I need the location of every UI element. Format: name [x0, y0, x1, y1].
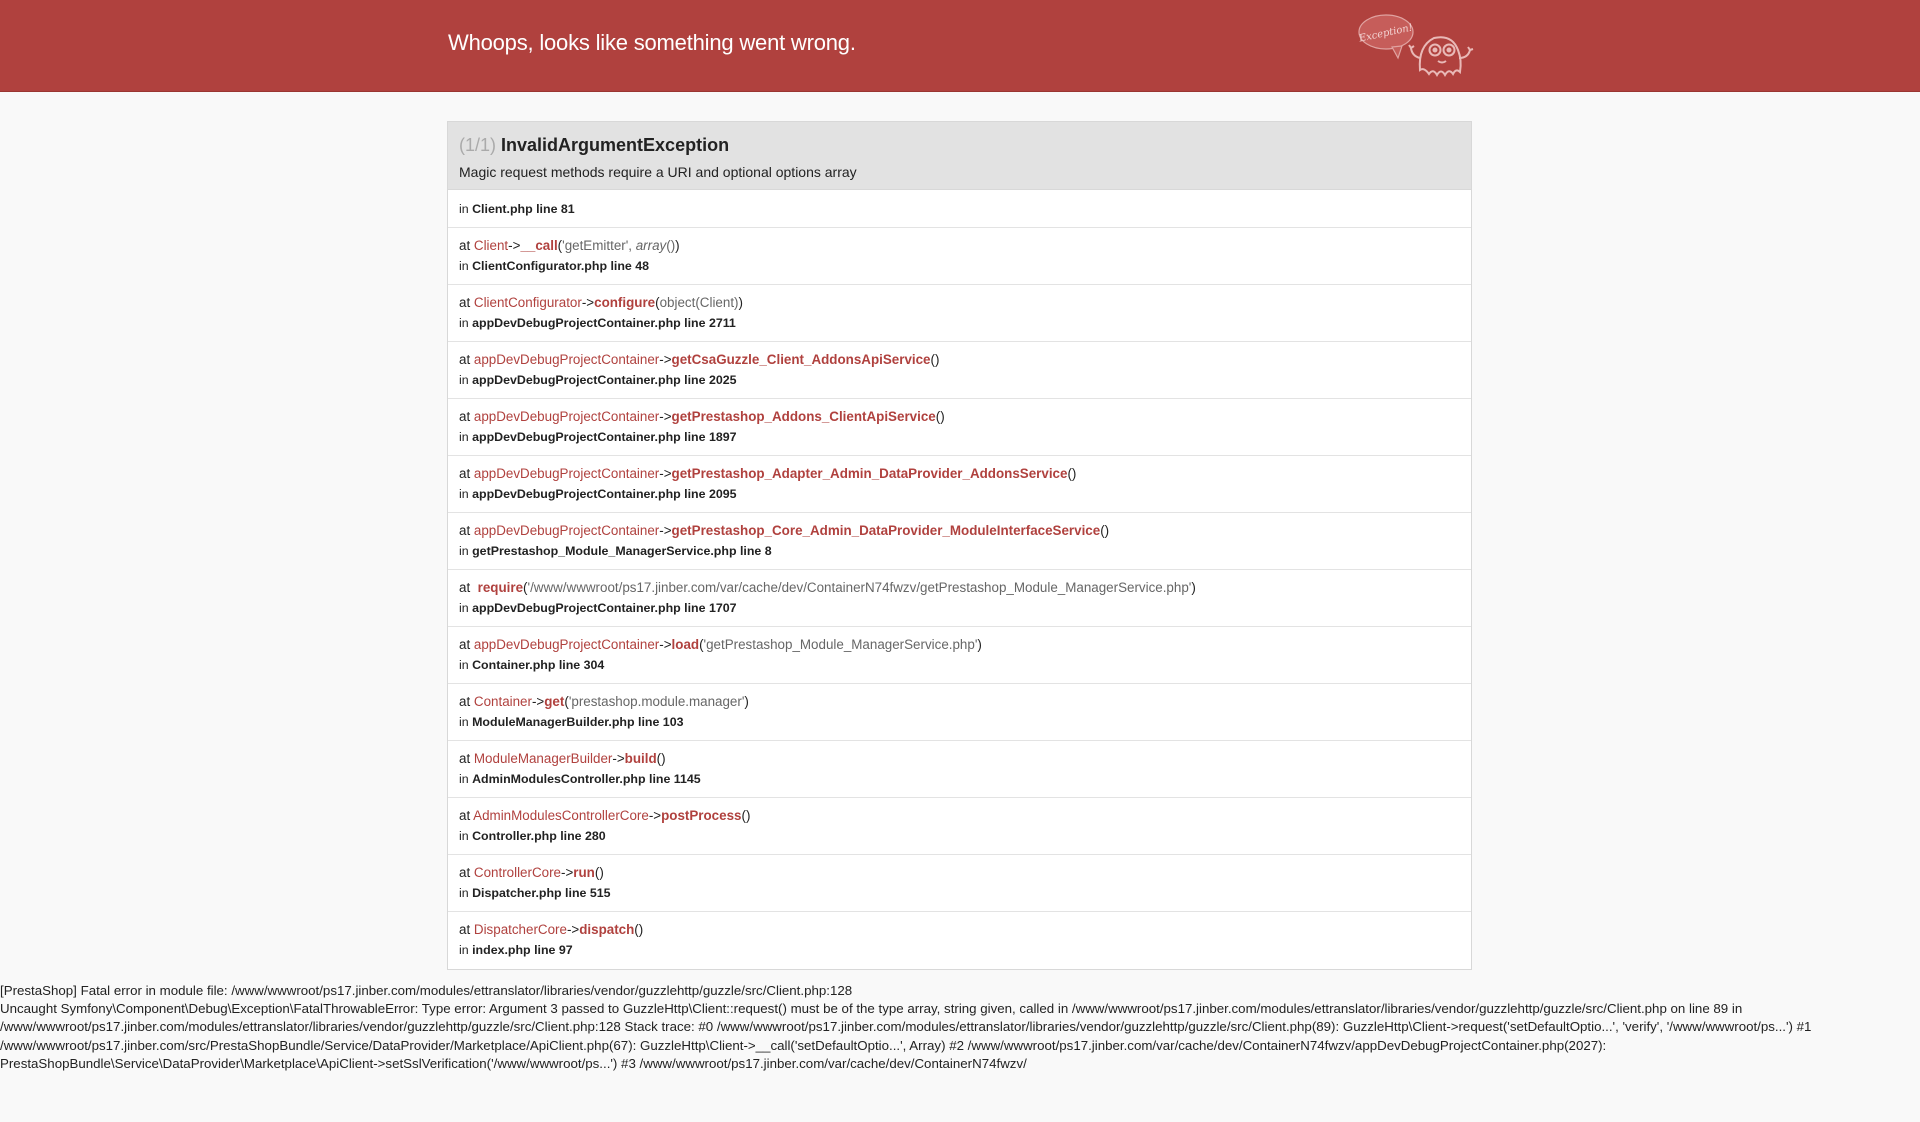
fatal-error-line: [PrestaShop] Fatal error in module file: /www/wwwroot/ps17.jinber.com/modules/ettranslator/libraries/vendor/guzzlehttp/guzzle/src/Client.php:128 — [0, 983, 853, 998]
in-prefix: in — [459, 658, 469, 672]
trace-args: '/www/wwwroot/ps17.jinber.com/var/cache/dev/ContainerN74fwzv/getPrestashop_Module_ManagerService.php' — [527, 580, 1192, 595]
at-prefix: at — [459, 352, 471, 367]
trace-method: getPrestashop_Adapter_Admin_DataProvider_AddonsService — [671, 466, 1068, 481]
trace-arrow: -> — [648, 808, 662, 823]
trace-item — [448, 456, 1471, 513]
trace-arrow: -> — [566, 922, 580, 937]
exception-title — [459, 134, 1460, 156]
trace-location-line — [459, 826, 1460, 847]
trace-location: ModuleManagerBuilder.php line 103 — [472, 715, 684, 729]
trace-location: AdminModulesController.php line 1145 — [472, 772, 701, 786]
in-prefix: in — [459, 487, 469, 501]
trace-location-line — [459, 769, 1460, 790]
trace-method: build — [624, 751, 657, 766]
in-prefix: in — [459, 316, 469, 330]
trace-call-line: at appDevDebugProjectContainer->getPrestashop_Addons_ClientApiService() — [459, 409, 945, 424]
trace-args: 'prestashop.module.manager' — [568, 694, 745, 709]
in-prefix: in — [459, 715, 469, 729]
at-prefix: at — [459, 808, 471, 823]
trace-class: appDevDebugProjectContainer — [473, 466, 660, 481]
trace-class: Client — [473, 238, 509, 253]
trace-arrow: -> — [659, 523, 672, 538]
trace-class: ModuleManagerBuilder — [473, 751, 613, 766]
trace-call-line: at DispatcherCore->dispatch() — [459, 922, 644, 937]
trace-location: appDevDebugProjectContainer.php line 2025 — [472, 373, 737, 387]
ghost-icon — [1358, 12, 1474, 84]
trace-location: Container.php line 304 — [472, 658, 605, 672]
in-prefix: in — [459, 202, 469, 216]
trace-arrow: -> — [659, 409, 672, 424]
page-title: Whoops, looks like something went wrong. — [448, 30, 856, 55]
in-prefix: in — [459, 259, 469, 273]
trace-call-line: at ClientConfigurator->configure(object(Client)) — [459, 295, 743, 310]
in-prefix: in — [459, 886, 469, 900]
trace-class: appDevDebugProjectContainer — [473, 352, 660, 367]
exception-class: InvalidArgumentException — [501, 135, 730, 155]
in-prefix: in — [459, 943, 469, 957]
trace-location: Dispatcher.php line 515 — [472, 886, 611, 900]
trace-location: getPrestashop_Module_ManagerService.php line 8 — [472, 544, 772, 558]
trace-arrow: -> — [531, 694, 545, 709]
trace-location: appDevDebugProjectContainer.php line 2711 — [472, 316, 736, 330]
trace-arrow: -> — [659, 352, 672, 367]
trace-class: ControllerCore — [473, 865, 561, 880]
trace-location-line — [459, 256, 1460, 277]
trace-location: ClientConfigurator.php line 48 — [472, 259, 650, 273]
trace-item — [448, 741, 1471, 798]
trace-location: appDevDebugProjectContainer.php line 2095 — [472, 487, 737, 501]
trace-class: ClientConfigurator — [473, 295, 582, 310]
at-prefix: at — [459, 865, 471, 880]
trace-location: appDevDebugProjectContainer.php line 1897 — [472, 430, 737, 444]
trace-method: getCsaGuzzle_Client_AddonsApiService — [671, 352, 931, 367]
trace-location: index.php line 97 — [472, 943, 573, 957]
fatal-error-trace: Uncaught Symfony\Component\Debug\Exception\FatalThrowableError: Type error: Argument 3 passed to GuzzleHttp\Client::request() must be of the type array, string given, called in /www/wwwroot/ps17.jinber.com/modules/ettranslator/libraries/vendor/guzzlehttp/guzzle/src/Client.php on line 89 in /www/wwwroot/ps17.jinber.com/modules/ettranslator/libraries/vendor/guzzlehttp/guzzle/src/Client.php:128 Stack trace: #0 /www/wwwroot/ps17.jinber.com/modules/ettranslator/libraries/vendor/guzzlehttp/guzzle/src/Client.php(89): GuzzleHttp\Client->request('setDefaultOptio...', 'verify', '/www/wwwroot/ps...') #1 /www/wwwroot/ps17.jinber.com/src/PrestaShopBundle/Service/DataProvider/Marketplace/ApiClient.php(67): GuzzleHttp\Client->__call('setDefaultOptio...', Array) #2 /www/wwwroot/ps17.jinber.com/var/cache/dev/ContainerN74fwzv/appDevDebugProjectContainer.php(2027): PrestaShopBundle\Service\DataProvider\Marketplace\ApiClient->setSslVerification('/www/wwwroot/ps...') #3 /www/wwwroot/ps17.jinber.com/var/cache/dev/ContainerN74fwzv/ — [0, 1001, 1812, 1071]
at-prefix: at — [459, 694, 471, 709]
exception-counter: (1/1) — [459, 135, 497, 155]
trace-arrow: -> — [659, 637, 672, 652]
trace-location-line — [459, 940, 1460, 961]
trace-item — [448, 570, 1471, 627]
trace-class: Container — [473, 694, 532, 709]
exception-message: Magic request methods require a URI and optional options array — [459, 164, 857, 180]
in-prefix: in — [459, 430, 469, 444]
trace-call-line: at AdminModulesControllerCore->postProcess() — [459, 808, 751, 823]
trace-location-line — [459, 655, 1460, 676]
trace-call-line: at ModuleManagerBuilder->build() — [459, 751, 666, 766]
trace-location-line — [459, 199, 1460, 220]
trace-method: getPrestashop_Addons_ClientApiService — [671, 409, 936, 424]
trace-class: appDevDebugProjectContainer — [473, 523, 660, 538]
trace-class: AdminModulesControllerCore — [473, 808, 649, 823]
trace-method: configure — [594, 295, 656, 310]
trace-method: require — [477, 580, 524, 595]
trace-class: appDevDebugProjectContainer — [473, 637, 660, 652]
trace-item — [448, 513, 1471, 570]
trace-args: object(Client) — [659, 295, 739, 310]
trace-call-line: at Client->__call('getEmitter', array()) — [459, 238, 680, 253]
trace-arrow: -> — [659, 466, 672, 481]
trace-item — [448, 285, 1471, 342]
fatal-error-output — [0, 982, 1918, 1073]
in-prefix: in — [459, 544, 469, 558]
stack-trace-list — [448, 190, 1471, 969]
trace-location-line — [459, 313, 1460, 334]
trace-item — [448, 627, 1471, 684]
trace-arrow: -> — [508, 238, 521, 253]
exception-speech-bubble — [1358, 15, 1414, 58]
trace-item — [448, 798, 1471, 855]
exception-panel — [447, 121, 1472, 970]
at-prefix: at — [459, 751, 471, 766]
at-prefix: at — [459, 409, 471, 424]
trace-call-line: at appDevDebugProjectContainer->getPrestashop_Adapter_Admin_DataProvider_AddonsService() — [459, 466, 1077, 481]
exception-bubble-text: Exception! — [1358, 22, 1414, 45]
error-header — [0, 0, 1920, 91]
trace-item — [448, 855, 1471, 912]
at-prefix: at — [459, 637, 471, 652]
trace-item — [448, 399, 1471, 456]
trace-call-line: at ControllerCore->run() — [459, 865, 604, 880]
trace-method: get — [544, 694, 565, 709]
in-prefix: in — [459, 373, 469, 387]
trace-call-line: at require('/www/wwwroot/ps17.jinber.com/var/cache/dev/ContainerN74fwzv/getPrestashop_Module_ManagerService.php') — [459, 580, 1196, 595]
trace-method: postProcess — [661, 808, 742, 823]
trace-location-line — [459, 541, 1460, 562]
in-prefix: in — [459, 829, 469, 843]
trace-location-line — [459, 712, 1460, 733]
at-prefix: at — [459, 922, 471, 937]
trace-arrow: -> — [581, 295, 595, 310]
trace-item — [448, 228, 1471, 285]
at-prefix: at — [459, 523, 471, 538]
at-prefix: at — [459, 295, 471, 310]
ghost-body — [1409, 37, 1473, 75]
trace-location-line — [459, 598, 1460, 619]
trace-location-line — [459, 370, 1460, 391]
trace-item — [448, 912, 1471, 969]
trace-location-line — [459, 484, 1460, 505]
in-prefix: in — [459, 601, 469, 615]
trace-method: load — [671, 637, 700, 652]
exception-header — [448, 122, 1471, 190]
at-prefix: at — [459, 466, 471, 481]
trace-call-line: at appDevDebugProjectContainer->getPrestashop_Core_Admin_DataProvider_ModuleInterfaceService() — [459, 523, 1110, 538]
trace-item — [448, 342, 1471, 399]
trace-args: 'getEmitter', array() — [562, 238, 676, 253]
trace-location-line — [459, 427, 1460, 448]
trace-class: DispatcherCore — [473, 922, 567, 937]
trace-call-line: at appDevDebugProjectContainer->getCsaGuzzle_Client_AddonsApiService() — [459, 352, 940, 367]
trace-arrow: -> — [560, 865, 574, 880]
trace-location-line — [459, 883, 1460, 904]
trace-call-line: at Container->get('prestashop.module.manager') — [459, 694, 749, 709]
trace-method: dispatch — [579, 922, 635, 937]
at-prefix: at — [459, 238, 471, 253]
trace-method: getPrestashop_Core_Admin_DataProvider_ModuleInterfaceService — [671, 523, 1101, 538]
trace-method: run — [573, 865, 595, 880]
trace-location: Controller.php line 280 — [472, 829, 606, 843]
trace-call-line: at appDevDebugProjectContainer->load('getPrestashop_Module_ManagerService.php') — [459, 637, 982, 652]
at-prefix: at — [459, 580, 471, 595]
in-prefix: in — [459, 772, 469, 786]
trace-class: appDevDebugProjectContainer — [473, 409, 660, 424]
trace-arrow: -> — [612, 751, 625, 766]
trace-args: 'getPrestashop_Module_ManagerService.php' — [703, 637, 978, 652]
trace-item — [448, 684, 1471, 741]
trace-location: Client.php line 81 — [472, 202, 575, 216]
trace-location: appDevDebugProjectContainer.php line 1707 — [472, 601, 737, 615]
trace-item — [448, 190, 1471, 228]
trace-method: __call — [520, 238, 558, 253]
